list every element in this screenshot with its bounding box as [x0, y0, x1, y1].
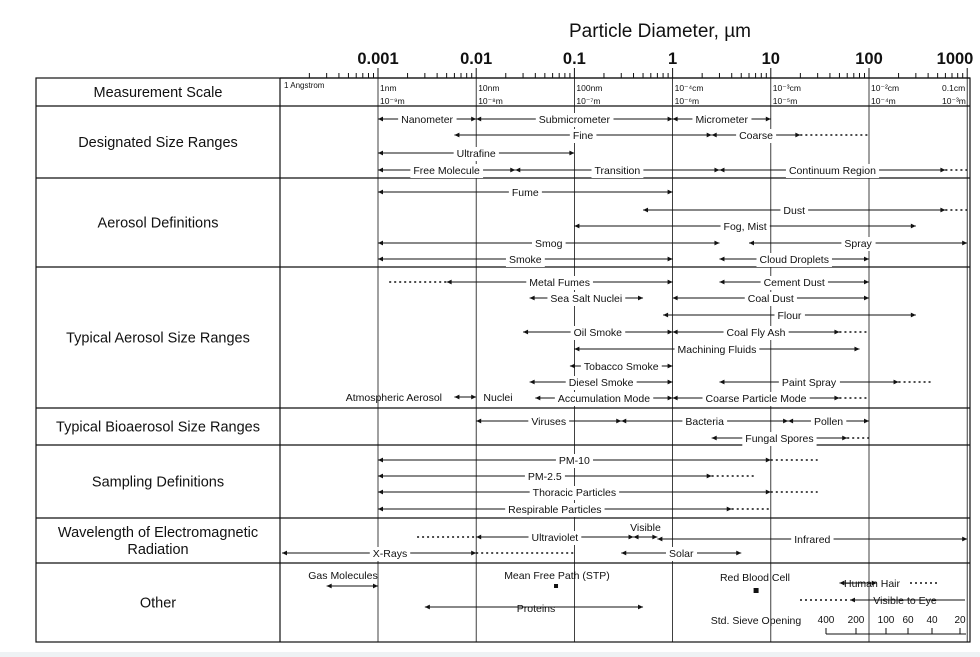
range-thoracic-particles-label: Thoracic Particles [532, 487, 617, 499]
range-ultrafine-label: Ultrafine [456, 148, 496, 160]
range-solar-arrow [621, 551, 626, 556]
decade-label: 10 [761, 50, 780, 68]
range-free-molecule-arrow [510, 168, 515, 173]
range-infrared-arrow [962, 537, 967, 542]
scale-unit-label: 1 Angstrom [284, 81, 325, 90]
range-smog-arrow [378, 241, 383, 246]
decade-label: 1 [668, 50, 678, 68]
range-ultrafine-arrow [569, 151, 574, 156]
range-machining-fluids-arrow [854, 347, 859, 352]
sieve-value: 60 [902, 615, 914, 626]
range-pollen-arrow [864, 419, 869, 424]
range-pm-2-5-arrow [707, 474, 712, 479]
range-tobacco-smoke-arrow [668, 364, 673, 369]
range-spray-arrow [962, 241, 967, 246]
scale-unit-label: 10nm [478, 83, 500, 93]
range-pm-10-label: PM-10 [558, 455, 590, 467]
range-cement-dust-arrow [864, 280, 869, 285]
proteins-label: Proteins [516, 603, 556, 615]
sieve-label: Std. Sieve Opening [710, 615, 802, 627]
range-free-molecule-label: Free Molecule [413, 165, 480, 177]
range-free-molecule-arrow [378, 168, 383, 173]
range-tobacco-smoke-arrow [570, 364, 575, 369]
range-continuum-region-arrow [940, 168, 945, 173]
range-solar-label: Solar [668, 548, 694, 560]
range-dust-label: Dust [783, 205, 806, 217]
section-label-wave: Wavelength of Electromagnetic [57, 525, 259, 541]
range-x-rays-arrow [471, 551, 476, 556]
range-atmospheric-aerosol-label: Atmospheric Aerosol [345, 392, 442, 404]
range-visible-arrow [634, 535, 639, 540]
range-diesel-smoke-arrow [530, 380, 535, 385]
sieve-value: 40 [926, 615, 938, 626]
range-ultraviolet-arrow [629, 535, 634, 540]
section-label-measurement: Measurement Scale [93, 85, 223, 101]
range-fume-label: Fume [511, 187, 539, 199]
range-coarse-arrow [712, 133, 717, 138]
range-submicrometer-label: Submicrometer [538, 114, 611, 126]
scale-unit-label: 10⁻⁶m [674, 96, 700, 106]
range-smoke-label: Smoke [508, 254, 542, 266]
section-label-bio: Typical Bioaerosol Size Ranges [56, 419, 260, 436]
range-flour-label: Flour [777, 310, 802, 322]
scale-unit-label: 10⁻³cm [772, 83, 801, 93]
range-x-rays-label: X-Rays [372, 548, 408, 560]
range-fog-mist-arrow [911, 224, 916, 229]
range-respirable-particles-label: Respirable Particles [508, 504, 602, 516]
red-blood-cell-label: Red Blood Cell [719, 572, 791, 584]
range-coal-fly-ash-arrow [834, 330, 839, 335]
range-transition-arrow [714, 168, 719, 173]
range-nuclei-label: Nuclei [483, 392, 513, 404]
range-flour-arrow [663, 313, 668, 318]
range-continuum-region-label: Continuum Region [788, 165, 876, 177]
scale-unit-label: 1nm [380, 83, 397, 93]
range-pollen-arrow [788, 419, 793, 424]
range-fume-arrow [668, 190, 673, 195]
range-pollen-label: Pollen [813, 416, 844, 428]
range-fungal-spores-arrow [712, 436, 717, 441]
gas-molecules-label: Gas Molecules [308, 570, 378, 582]
range-coarse-label: Coarse [739, 130, 773, 142]
decade-label: 1000 [936, 50, 974, 68]
range-submicrometer-arrow [668, 117, 673, 122]
red-blood-cell-marker [754, 588, 759, 593]
range-bacteria-arrow [783, 419, 788, 424]
range-coal-fly-ash-arrow [673, 330, 678, 335]
mean-free-path-label: Mean Free Path (STP) [504, 570, 610, 582]
range-viruses-arrow [616, 419, 621, 424]
sieve-value: 100 [877, 615, 895, 626]
range-smoke-arrow [668, 257, 673, 262]
range-thoracic-particles-arrow [766, 490, 771, 495]
decade-label: 0.01 [460, 50, 493, 68]
range-pm-2-5-label: PM-2.5 [527, 471, 562, 483]
range-accumulation-mode-label: Accumulation Mode [557, 393, 651, 405]
scale-unit-label: 10⁻⁵m [772, 96, 798, 106]
range-oil-smoke-arrow [668, 330, 673, 335]
range-coarse-particle-mode-arrow [673, 396, 678, 401]
scale-unit-label: 10⁻³m [942, 96, 966, 106]
range-smog-arrow [714, 241, 719, 246]
range-sea-salt-nuclei-arrow [638, 296, 643, 301]
range-metal-fumes-arrow [668, 280, 673, 285]
scale-unit-label: 10⁻⁴m [871, 96, 896, 106]
range-machining-fluids-label: Machining Fluids [677, 344, 757, 356]
range-accumulation-mode-arrow [668, 396, 673, 401]
range-viruses-label: Viruses [531, 416, 567, 428]
scale-unit-label: 10⁻²cm [871, 83, 900, 93]
scale-unit-label: 10⁻⁷m [576, 96, 601, 106]
range-solar-arrow [736, 551, 741, 556]
range-fume-arrow [378, 190, 383, 195]
range-fine-arrow [454, 133, 459, 138]
scale-unit-label: 0.1cm [942, 83, 966, 93]
range-coal-dust-arrow [673, 296, 678, 301]
proteins-arrow [638, 605, 643, 610]
range-oil-smoke-label: Oil Smoke [573, 327, 623, 339]
range-visible-arrow [652, 535, 657, 540]
range-infrared-label: Infrared [794, 534, 831, 546]
range-cloud-droplets-label: Cloud Droplets [759, 254, 829, 266]
range-transition-label: Transition [594, 165, 641, 177]
scale-unit-label: 100nm [576, 83, 603, 93]
range-paint-spray-arrow [894, 380, 899, 385]
range-coarse-arrow [795, 133, 800, 138]
range-diesel-smoke-label: Diesel Smoke [568, 377, 634, 389]
scale-unit-label: 10⁻⁴cm [674, 83, 704, 93]
scale-unit-label: 10⁻⁹m [380, 96, 405, 106]
range-fine-arrow [707, 133, 712, 138]
sieve-value: 20 [954, 615, 966, 626]
range-pm-2-5-arrow [378, 474, 383, 479]
range-nanometer-arrow [378, 117, 383, 122]
section-label-designated: Designated Size Ranges [78, 135, 238, 151]
range-fungal-spores-arrow [842, 436, 847, 441]
sieve-value: 200 [847, 615, 865, 626]
range-coarse-particle-mode-arrow [834, 396, 839, 401]
range-diesel-smoke-arrow [668, 380, 673, 385]
range-fog-mist-label: Fog, Mist [723, 221, 767, 233]
scale-unit-label: 10⁻⁸m [478, 96, 503, 106]
range-ultrafine-arrow [378, 151, 383, 156]
range-smog-label: Smog [535, 238, 563, 250]
range-micrometer-arrow [673, 117, 678, 122]
range-nuclei-arrow [454, 395, 459, 400]
range-ultraviolet-arrow [476, 535, 481, 540]
range-bacteria-label: Bacteria [685, 416, 724, 428]
gas-molecules-arrow [327, 584, 332, 589]
range-cement-dust-label: Cement Dust [763, 277, 825, 289]
range-fine-label: Fine [572, 130, 594, 142]
range-metal-fumes-arrow [447, 280, 452, 285]
range-spray-label: Spray [844, 238, 872, 250]
range-tobacco-smoke-label: Tobacco Smoke [583, 361, 659, 373]
decade-label: 0.1 [562, 50, 586, 68]
range-coal-dust-arrow [864, 296, 869, 301]
range-nuclei-arrow [471, 395, 476, 400]
range-accumulation-mode-arrow [535, 396, 540, 401]
range-sea-salt-nuclei-label: Sea Salt Nuclei [550, 293, 623, 305]
range-oil-smoke-arrow [523, 330, 528, 335]
visible-to-eye-arrow [850, 598, 855, 603]
range-fungal-spores-label: Fungal Spores [745, 433, 814, 445]
section-label-sampling: Sampling Definitions [91, 474, 225, 491]
range-nanometer-arrow [471, 117, 476, 122]
section-label-aerosol: Aerosol Definitions [97, 215, 219, 232]
range-machining-fluids-arrow [574, 347, 579, 352]
range-metal-fumes-label: Metal Fumes [529, 277, 590, 289]
mean-free-path-marker [554, 584, 558, 588]
range-pm-10-arrow [766, 458, 771, 463]
human-hair-label: Human Hair [843, 578, 901, 590]
section-label-typical: Typical Aerosol Size Ranges [66, 330, 250, 347]
range-ultraviolet-label: Ultraviolet [531, 532, 579, 544]
chart-title: Particle Diameter, µm [569, 21, 751, 42]
range-micrometer-label: Micrometer [695, 114, 748, 126]
range-infrared-arrow [657, 537, 662, 542]
range-coarse-particle-mode-label: Coarse Particle Mode [705, 393, 807, 405]
range-x-rays-arrow [282, 551, 287, 556]
range-spray-arrow [749, 241, 754, 246]
range-cloud-droplets-arrow [864, 257, 869, 262]
sieve-value: 400 [817, 615, 835, 626]
range-cloud-droplets-arrow [719, 257, 724, 262]
range-micrometer-arrow [766, 117, 771, 122]
range-viruses-arrow [476, 419, 481, 424]
decade-label: 0.001 [357, 50, 399, 68]
proteins-arrow [425, 605, 430, 610]
decade-label: 100 [855, 50, 883, 68]
range-submicrometer-arrow [476, 117, 481, 122]
range-coal-dust-label: Coal Dust [747, 293, 794, 305]
range-respirable-particles-arrow [378, 507, 383, 512]
range-sea-salt-nuclei-arrow [530, 296, 535, 301]
range-continuum-region-arrow [719, 168, 724, 173]
range-paint-spray-label: Paint Spray [781, 377, 837, 389]
section-label-other: Other [139, 595, 177, 612]
range-nanometer-label: Nanometer [401, 114, 454, 126]
range-visible-label: Visible [630, 522, 661, 534]
range-dust-arrow [940, 208, 945, 213]
range-paint-spray-arrow [719, 380, 724, 385]
range-bacteria-arrow [621, 419, 626, 424]
gas-molecules-arrow [373, 584, 378, 589]
visible-to-eye-label: Visible to Eye [873, 595, 937, 607]
range-pm-10-arrow [378, 458, 383, 463]
range-coal-fly-ash-label: Coal Fly Ash [726, 327, 786, 339]
section-label-wave: Radiation [127, 542, 189, 558]
range-thoracic-particles-arrow [378, 490, 383, 495]
range-smoke-arrow [378, 257, 383, 262]
range-cement-dust-arrow [719, 280, 724, 285]
range-respirable-particles-arrow [727, 507, 732, 512]
range-fog-mist-arrow [574, 224, 579, 229]
range-dust-arrow [643, 208, 648, 213]
range-flour-arrow [911, 313, 916, 318]
range-transition-arrow [515, 168, 520, 173]
